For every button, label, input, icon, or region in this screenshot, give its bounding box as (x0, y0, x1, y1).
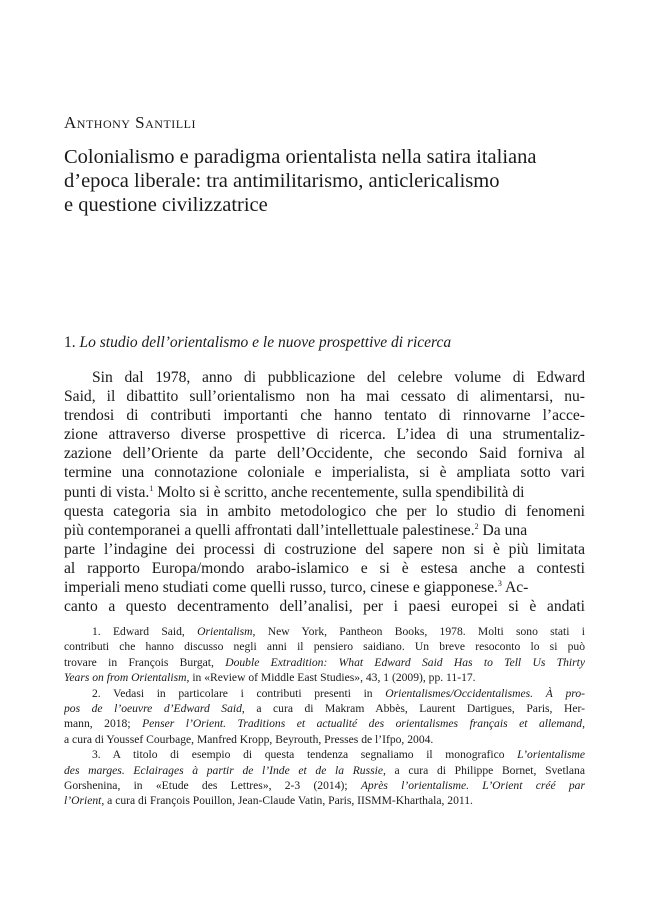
body-line: questa categoria sia in ambito metodologico che per lo studio di fenomeni (64, 502, 585, 520)
footnote-line (64, 778, 585, 793)
footnote-line (64, 793, 585, 808)
title-line: e questione civilizzatrice (64, 194, 268, 216)
footnote-line (64, 670, 585, 685)
body-line: Sin dal 1978, anno di pubblicazione del celebre volume di Edward (92, 369, 585, 386)
title-line: Colonialismo e paradigma orientalista nella satira italiana (64, 146, 537, 168)
footnote-ref[interactable]: 3 (497, 579, 502, 589)
body-line (64, 521, 585, 540)
body-fragment: Molto si è scritto, anche recentemente, sulla spendibilità di (153, 483, 525, 501)
body-fragment: Da una (478, 521, 528, 539)
author-name: Anthony Santilli (64, 113, 196, 132)
body-line: parte l’indagine dei processi di costruzione del sapere non si è più limitata (64, 540, 585, 558)
note-italic: Orientalismes/Occidentalismes. À pro- (385, 686, 585, 700)
footnote-ref[interactable]: 2 (474, 521, 479, 531)
note-text: , (582, 717, 585, 731)
footnote-line (64, 701, 585, 716)
footnote-line (64, 763, 585, 778)
body-line: al rapporto Europa/mondo arabo-islamico e si è estesa anche a contesti (64, 559, 585, 577)
note-italic: pos de l’oeuvre d’Edward Said (64, 701, 242, 715)
body-fragment: Ac- (501, 579, 529, 597)
note-italic: des marges. Eclairages à partir de l’Inde et de la Russie (64, 763, 383, 777)
footnote-line: contributi che hanno discusso negli anni il pensiero saidiano. Un breve resoconto lo si può (64, 640, 585, 654)
footnote-line: a cura di Youssef Courbage, Manfred Kropp, Beyrouth, Presses de l’Ifpo, 2004. (64, 732, 434, 746)
footnote-ref[interactable]: 1 (149, 483, 154, 493)
note-italic: Après l’orientalisme. L’Orient créé par (360, 778, 585, 792)
footnotes (64, 624, 585, 809)
title-line: d’epoca liberale: tra antimilitarismo, anticlericalismo (64, 170, 500, 192)
body-fragment: più contemporanei a quelli affrontati dall’intellettuale palestinese. (64, 521, 475, 539)
body-line: Said, il dibattito sull’orientalismo non ha mai cessato di alimentarsi, nu- (64, 388, 585, 406)
body-fragment: imperiali meno studiati come quelli russo, turco, cinese e giapponese. (64, 579, 498, 597)
note-italic: Double Extradition: What Edward Said Has to Tell Us Thirty (225, 655, 585, 669)
footnote-line (64, 686, 585, 701)
note-text: 3. A titolo di esempio di questa tendenza segnaliamo il monografico (92, 748, 518, 762)
note-text: , New York, Pantheon Books, 1978. Molti sono stati i (252, 625, 585, 638)
body-line (64, 483, 585, 502)
note-text: trovare in François Burgat, (64, 655, 226, 669)
section-title: Lo studio dell’orientalismo e le nuove prospettive di ricerca (79, 334, 452, 351)
article-title (64, 145, 604, 217)
note-text: , a cura di Philippe Bornet, Svetlana (382, 763, 585, 777)
note-text: 2. Vedasi in particolare i contributi presenti in (92, 686, 386, 700)
body-line: trendosi di contributi importanti che hanno tentato di rinnovarne l’acce- (64, 407, 585, 425)
section-heading (64, 334, 451, 352)
note-text: , in «Review of Middle East Studies», 43, 1 (2009), pp. 11-17. (186, 671, 476, 685)
footnote-line (64, 716, 585, 731)
footnote-line (64, 655, 585, 670)
body-text (64, 368, 585, 616)
note-italic: Orientalism (197, 625, 253, 638)
body-line (64, 578, 585, 597)
body-line: zione attraverso diverse prospettive di ricerca. L’idea di una strumentaliz- (64, 426, 585, 444)
note-text: , a cura di Makram Abbès, Laurent Dartigues, Paris, Her- (241, 701, 585, 715)
body-line: canto a questo decentramento dell’analisi, per i paesi europei si è andati (64, 598, 585, 616)
note-text: 1. Edward Said, (92, 625, 198, 638)
note-italic: Penser l’Orient. Traditions et actualité des orientalismes français et allemand (142, 717, 583, 731)
note-italic: Years on from Orientalism (64, 671, 187, 685)
note-text: , a cura di François Pouillon, Jean-Claude Vatin, Paris, IISMM-Kharthala, 2011. (101, 794, 473, 808)
section-number: 1. (64, 334, 76, 351)
body-line: termine una connotazione coloniale e imperialista, si è ampliata sotto vari (64, 464, 585, 482)
footnote-line (64, 747, 585, 762)
note-italic: l’Orient (64, 794, 102, 808)
note-text: mann, 2018; (64, 717, 143, 731)
body-line: zazione dell’Oriente da parte dell’Occidente, che secondo Said forniva al (64, 445, 585, 463)
body-fragment: punti di vista. (64, 483, 150, 501)
note-italic: L’orientalisme (517, 748, 585, 762)
footnote-line (64, 624, 585, 639)
note-text: Gorshenina, in «Etude des Lettres», 2-3 (2014); (64, 778, 361, 792)
